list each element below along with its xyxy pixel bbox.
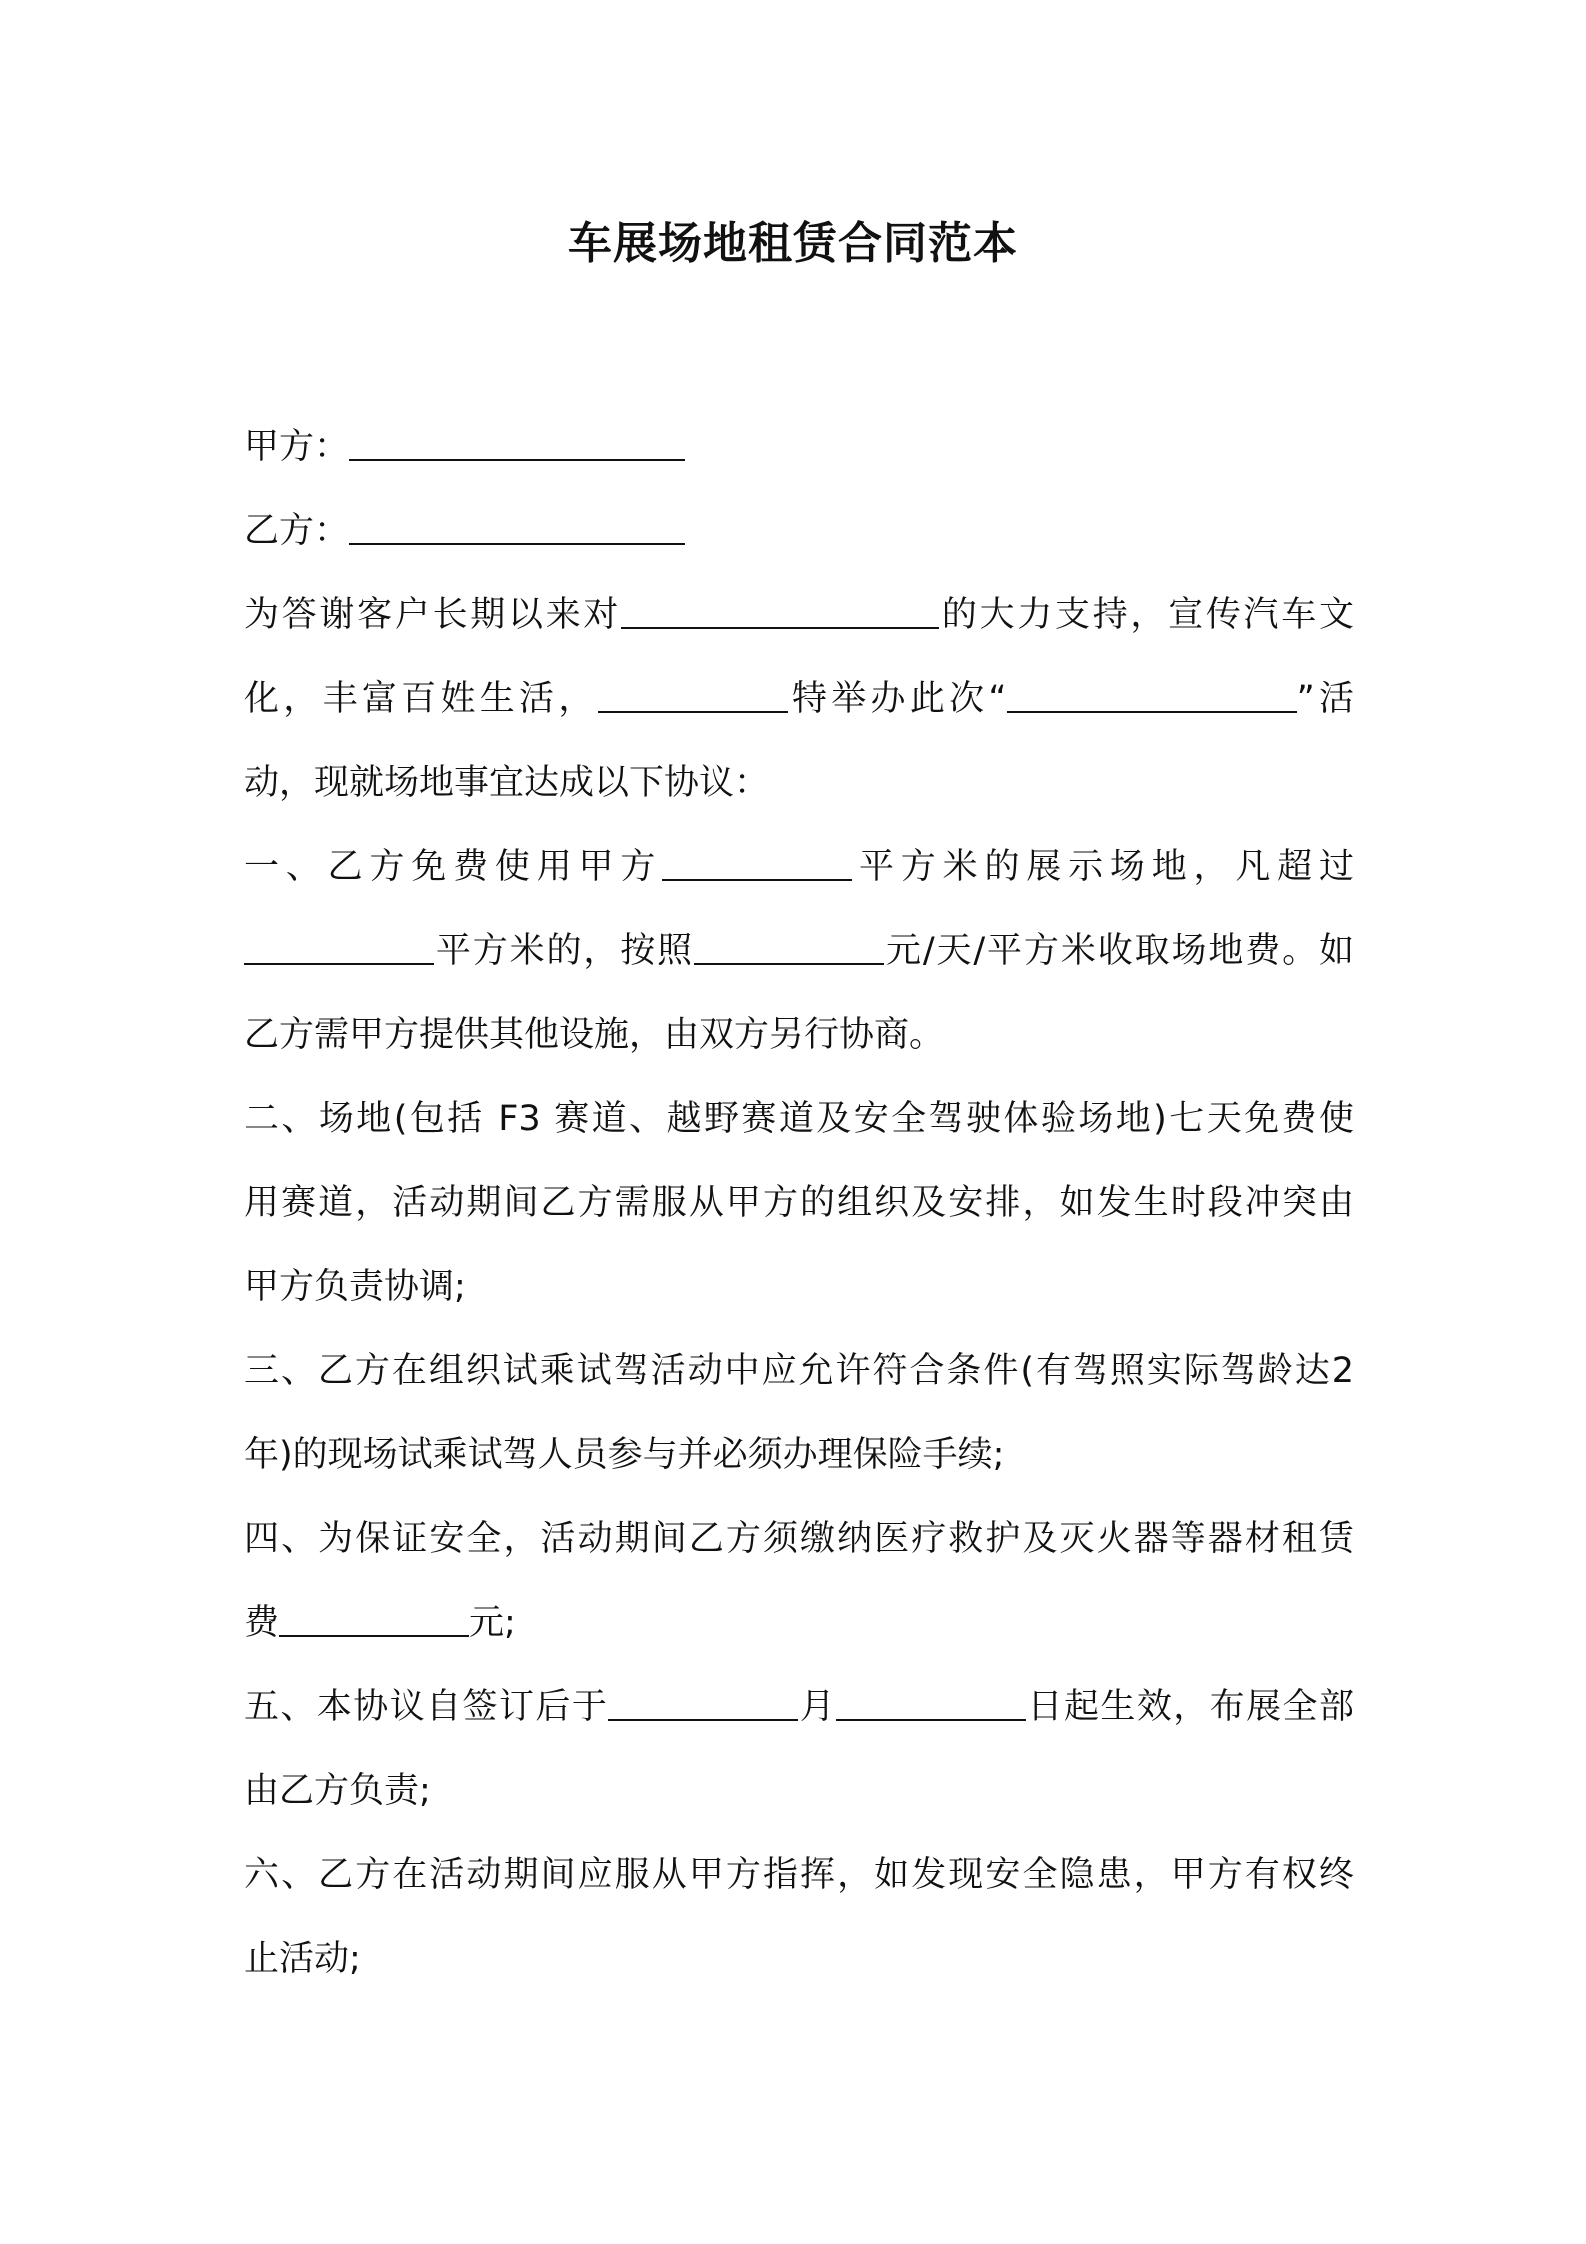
- document-title: 车展场地租赁合同范本: [568, 218, 1018, 269]
- clause-5-text-1a: 五、本协议自签订后于: [244, 1687, 609, 1727]
- clause-2-text-1: 二、场地(包括 F3 赛道、越野赛道及安全驾驶体验场地)七天免费使: [244, 1099, 1354, 1139]
- intro-text-1a: 为答谢客户长期以来对: [244, 595, 622, 635]
- clause-5-text-2: 由乙方负责;: [244, 1771, 431, 1811]
- clause-5-line-1: [244, 1665, 1354, 1749]
- clause-1-text-1a: 一、乙方免费使用甲方: [244, 847, 663, 887]
- intro-text-3: 动，现就场地事宜达成以下协议：: [244, 763, 770, 803]
- clause-6-line-2: [244, 1917, 1354, 2001]
- clause-5-text-1c: 日起生效，布展全部: [1026, 1687, 1354, 1727]
- clause-3-line-1: [244, 1329, 1354, 1413]
- party-b-line: [244, 489, 1354, 573]
- intro-line-3: [244, 741, 1354, 825]
- clause-6-text-1: 六、乙方在活动期间应服从甲方指挥，如发现安全隐患，甲方有权终: [244, 1855, 1354, 1895]
- clause-1-excess-area-blank: [244, 929, 434, 965]
- contract-body: [244, 405, 1354, 2001]
- clause-4-text-2b: 元;: [469, 1603, 516, 1643]
- party-b-label: 乙方：: [244, 511, 350, 551]
- intro-line-2: [244, 657, 1354, 741]
- party-a-blank: [349, 425, 685, 461]
- clause-1-line-3: [244, 993, 1354, 1077]
- clause-1-text-2a: 平方米的，按照: [434, 931, 695, 971]
- clause-5-month-blank: [608, 1685, 798, 1721]
- intro-client-blank: [621, 593, 939, 629]
- clause-1-text-1b: 平方米的展示场地，凡超过: [852, 847, 1354, 887]
- party-a-line: [244, 405, 1354, 489]
- intro-text-1b: 的大力支持，宣传汽车文: [939, 595, 1354, 635]
- clause-3-text-2: 年)的现场试乘试驾人员参与并必须办理保险手续;: [244, 1435, 1005, 1475]
- clause-4-line-1: [244, 1497, 1354, 1581]
- clause-4-text-2a: 费: [244, 1603, 280, 1643]
- clause-1-line-1: [244, 825, 1354, 909]
- clause-6-line-1: [244, 1833, 1354, 1917]
- intro-text-2b: 特举办此次“: [787, 679, 1007, 719]
- clause-2-line-3: [244, 1245, 1354, 1329]
- clause-3-line-2: [244, 1413, 1354, 1497]
- party-b-blank: [349, 509, 685, 545]
- clause-1-text-2b: 元/天/平方米收取场地费。如: [884, 931, 1354, 971]
- clause-5-line-2: [244, 1749, 1354, 1833]
- clause-2-text-3: 甲方负责协调;: [244, 1267, 466, 1307]
- clause-1-area-blank: [662, 845, 852, 881]
- clause-6-text-2: 止活动;: [244, 1939, 361, 1979]
- clause-1-fee-blank: [694, 929, 884, 965]
- intro-text-2c: ”活: [1296, 679, 1354, 719]
- intro-text-2a: 化，丰富百姓生活，: [244, 679, 598, 719]
- clause-4-text-1: 四、为保证安全，活动期间乙方须缴纳医疗救护及灭火器等器材租赁: [244, 1519, 1354, 1559]
- clause-2-text-2: 用赛道，活动期间乙方需服从甲方的组织及安排，如发生时段冲突由: [244, 1183, 1354, 1223]
- clause-2-line-1: [244, 1077, 1354, 1161]
- clause-1-line-2: [244, 909, 1354, 993]
- clause-4-line-2: [244, 1581, 1354, 1665]
- clause-2-line-2: [244, 1161, 1354, 1245]
- intro-event-name-blank: [1007, 677, 1297, 713]
- intro-organizer-blank: [598, 677, 788, 713]
- clause-3-text-1: 三、乙方在组织试乘试驾活动中应允许符合条件(有驾照实际驾龄达2: [244, 1351, 1354, 1391]
- intro-line-1: [244, 573, 1354, 657]
- clause-1-text-3: 乙方需甲方提供其他设施，由双方另行协商。: [244, 1015, 945, 1055]
- clause-5-text-1b: 月: [798, 1687, 837, 1727]
- party-a-label: 甲方：: [244, 427, 350, 467]
- clause-5-day-blank: [836, 1685, 1026, 1721]
- clause-4-fee-blank: [279, 1601, 469, 1637]
